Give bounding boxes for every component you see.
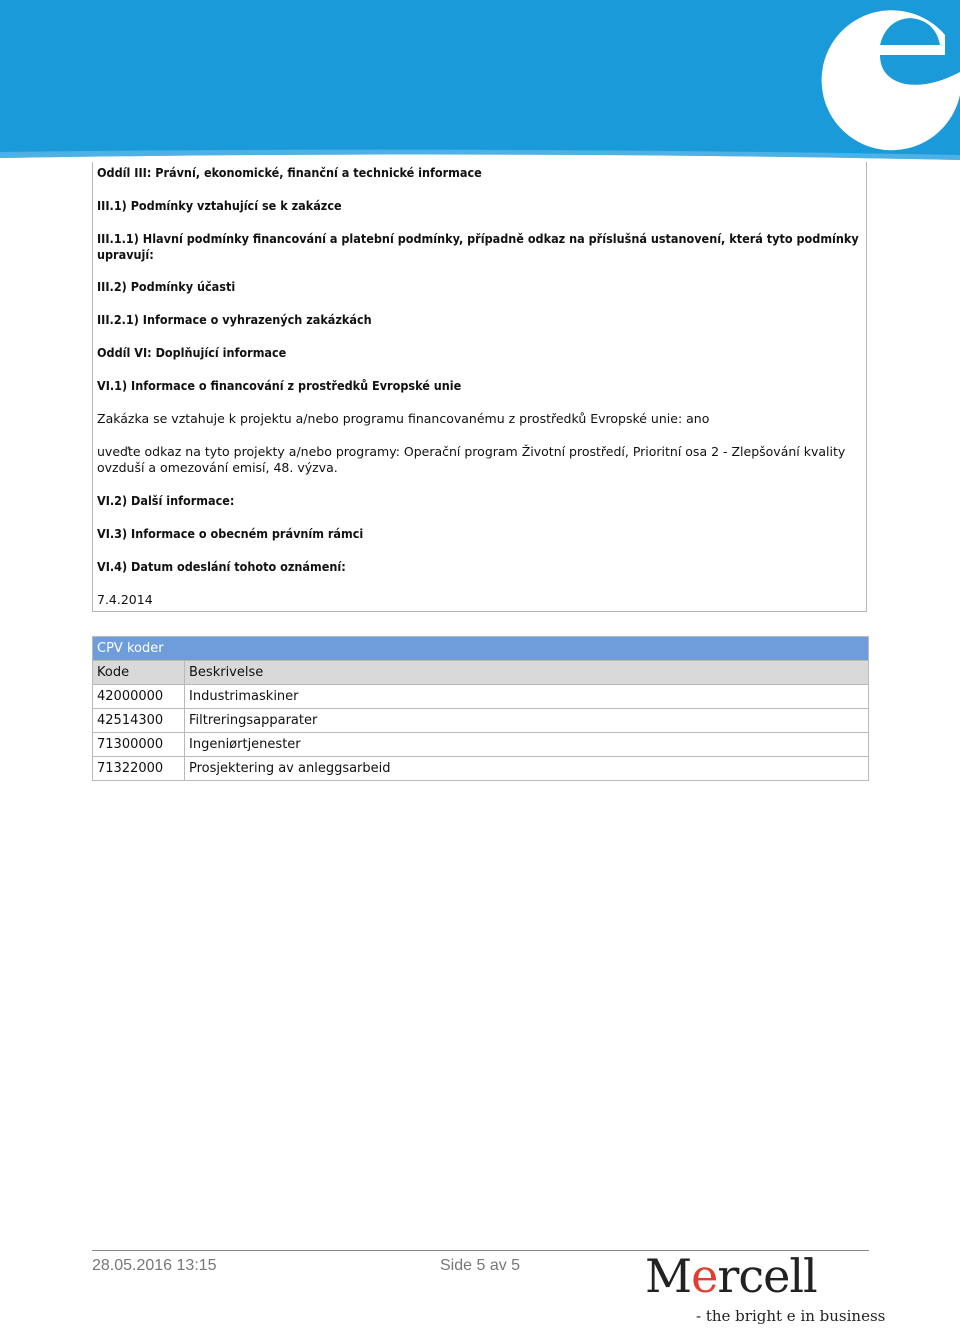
cpv-description: Ingeniørtjenester: [185, 733, 869, 757]
header-banner: [0, 0, 960, 170]
section-vi-1: VI.1) Informace o financování z prostředků Evropské unie: [97, 378, 462, 393]
mercell-logo-e: e: [691, 1249, 718, 1303]
cpv-description: Prosjektering av anleggsarbeid: [185, 757, 869, 781]
section-vi-2: VI.2) Další informace:: [97, 493, 235, 508]
cpv-code: 71300000: [93, 733, 185, 757]
table-row: [93, 733, 869, 757]
section-vi-3: VI.3) Informace o obecném právním rámci: [97, 526, 364, 541]
section-iii-2: III.2) Podmínky účasti: [97, 279, 236, 294]
section-heading-vi: Oddíl VI: Doplňující informace: [97, 345, 287, 360]
section-iii-2-1: III.2.1) Informace o vyhrazených zakázkách: [97, 312, 372, 327]
cpv-code: 42514300: [93, 709, 185, 733]
mercell-tagline: - the bright e in business: [696, 1307, 886, 1325]
table-row: [93, 757, 869, 781]
footer-page-number: Side 5 av 5: [440, 1257, 521, 1274]
section-heading-iii: Oddíl III: Právní, ekonomické, finanční a technické informace: [97, 165, 482, 180]
footer-timestamp: 28.05.2016 13:15: [92, 1257, 217, 1274]
cpv-description: Filtreringsapparater: [185, 709, 869, 733]
eu-program-reference: uveďte odkaz na tyto projekty a/nebo programy: Operační program Životní prostředí, Prioritní osa 2 - Zlepšování kvality ovzduší a omezování emisí, 48. výzva.: [97, 444, 846, 475]
section-iii-1: III.1) Podmínky vztahující se k zakázce: [97, 198, 342, 213]
cpv-table: [92, 636, 869, 781]
cpv-table-title: CPV koder: [93, 637, 869, 661]
cpv-code: 71322000: [93, 757, 185, 781]
table-row: [93, 709, 869, 733]
cpv-description: Industrimaskiner: [185, 685, 869, 709]
cpv-header-row: [93, 661, 869, 685]
dispatch-date: 7.4.2014: [97, 592, 153, 607]
section-iii-1-1: III.1.1) Hlavní podmínky financování a platební podmínky, případně odkaz na příslušná ustanovení, která tyto podmínky upravují:: [97, 231, 859, 262]
mercell-logo: [645, 1248, 817, 1304]
eu-funding-statement: Zakázka se vztahuje k projektu a/nebo programu financovanému z prostředků Evropské unie: ano: [97, 411, 710, 426]
section-vi-4: VI.4) Datum odeslání tohoto oznámení:: [97, 559, 346, 574]
cpv-col-description: Beskrivelse: [185, 661, 869, 685]
cpv-code: 42000000: [93, 685, 185, 709]
mercell-logo-text: Mercell: [645, 1249, 817, 1303]
cpv-col-code: Kode: [93, 661, 185, 685]
table-row: [93, 685, 869, 709]
